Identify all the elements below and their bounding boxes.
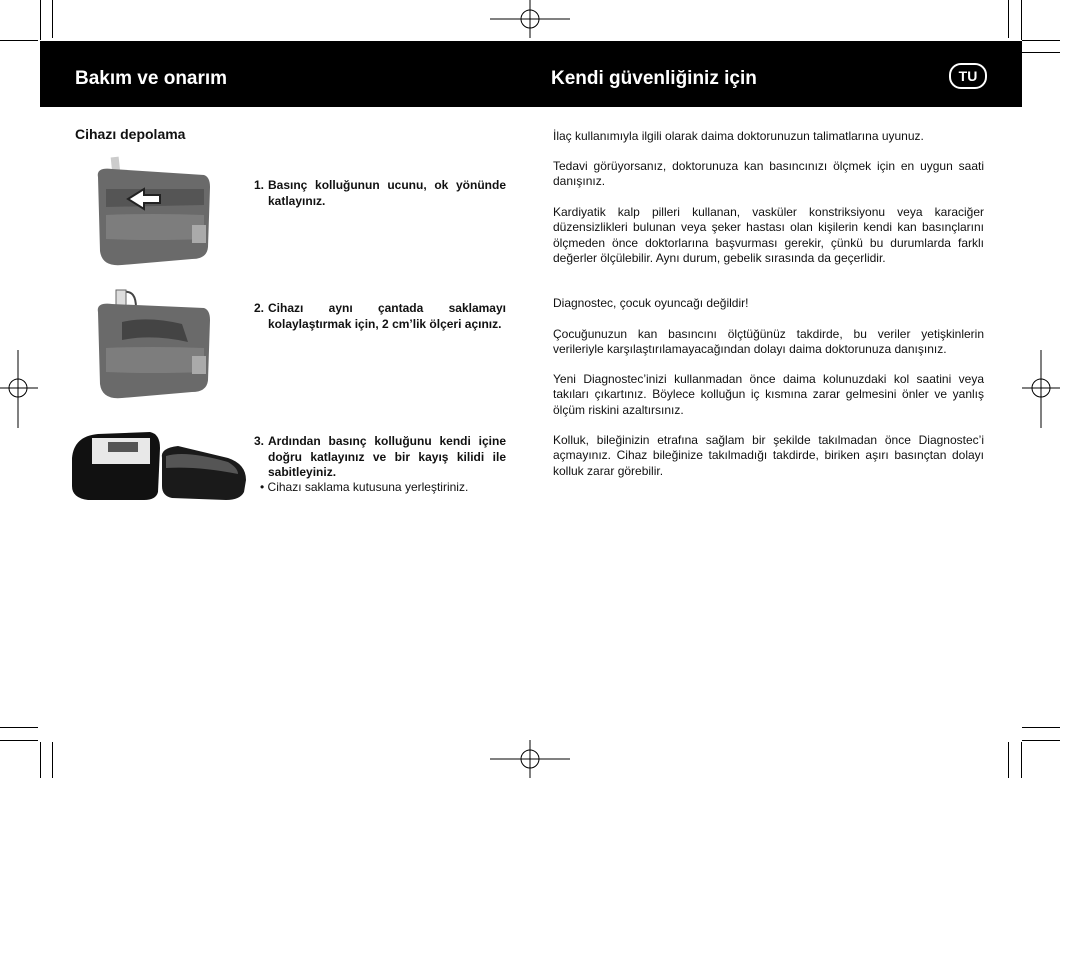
language-badge: TU <box>949 63 987 89</box>
storage-bullet: • Cihazı saklama kutusuna yerleştiriniz. <box>260 480 469 494</box>
registration-mark-bottom <box>490 740 570 780</box>
step-1 <box>254 178 506 209</box>
paragraph-5: Çocuğunuzun kan basıncını ölçtüğünüz takdirde, bu veriler yetişkinlerin verileriyle karşılaştırılamayacağından dolayı daima doktorunuza danışınız. <box>553 327 984 357</box>
paragraph-4: Diagnostec, çocuk oyuncağı değildir! <box>553 296 749 310</box>
step-1-text: Basınç kolluğunun ucunu, ok yönünde katlayınız. <box>268 178 506 208</box>
right-page-title: Kendi güvenliğiniz için <box>551 68 757 89</box>
registration-mark-left <box>0 350 40 430</box>
registration-mark-top <box>490 0 570 40</box>
section-title: Cihazı depolama <box>75 126 186 142</box>
cuff-fold-illustration <box>92 155 214 271</box>
left-page-title: Bakım ve onarım <box>75 68 228 89</box>
paragraph-2: Tedavi görüyorsanız, doktorunuza kan basıncınızı ölçmek için en uygun saati danışınız. <box>553 159 984 189</box>
step-3 <box>254 434 506 481</box>
storage-case-illustration <box>68 428 248 504</box>
step-1-number: 1. <box>254 178 265 192</box>
paragraph-3: Kardiyatik kalp pilleri kullanan, vasküler konstriksiyonu veya karaciğer düzensizlikleri bulunan veya şeker hastası olan kişilerin kendi kan basınçlarını ölçmeden önce doktorlarına başvurması gerekir, çünkü bu durumlarda farklı değerler ölçülebilir. Aynı durum, gebelik sırasında da geçerlidir. <box>553 205 984 266</box>
paragraph-6: Yeni Diagnostec’inizi kullanmadan önce daima kolunuzdaki kol saatini veya takıları çıkartınız. Böylece kolluğun iç kısmına zarar gelmesini önler ve yanlış ölçüm riskini azaltırsınız. <box>553 372 984 417</box>
paragraph-7: Kolluk, bileğinizin etrafına sağlam bir şekilde takılmadan önce Diagnostec’i açmayınız. Cihaz bileğinize takılmadığı takdirde, biriken aşırı basınçtan dolayı kolluk zarar görebilir. <box>553 433 984 478</box>
step-2-number: 2. <box>254 301 265 315</box>
step-3-text: Ardından basınç kolluğunu kendi içine doğru katlayınız ve bir kayış kilidi ile sabitleyiniz. <box>268 434 506 479</box>
step-3-number: 3. <box>254 434 265 448</box>
cuff-open-illustration <box>92 288 214 404</box>
registration-mark-right <box>1022 350 1062 430</box>
paragraph-1: İlaç kullanımıyla ilgili olarak daima doktorunuzun talimatlarına uyunuz. <box>553 129 924 143</box>
step-2-text: Cihazı aynı çantada saklamayı kolaylaştırmak için, 2 cm’lik ölçeri açınız. <box>268 301 506 331</box>
step-2 <box>254 301 506 332</box>
